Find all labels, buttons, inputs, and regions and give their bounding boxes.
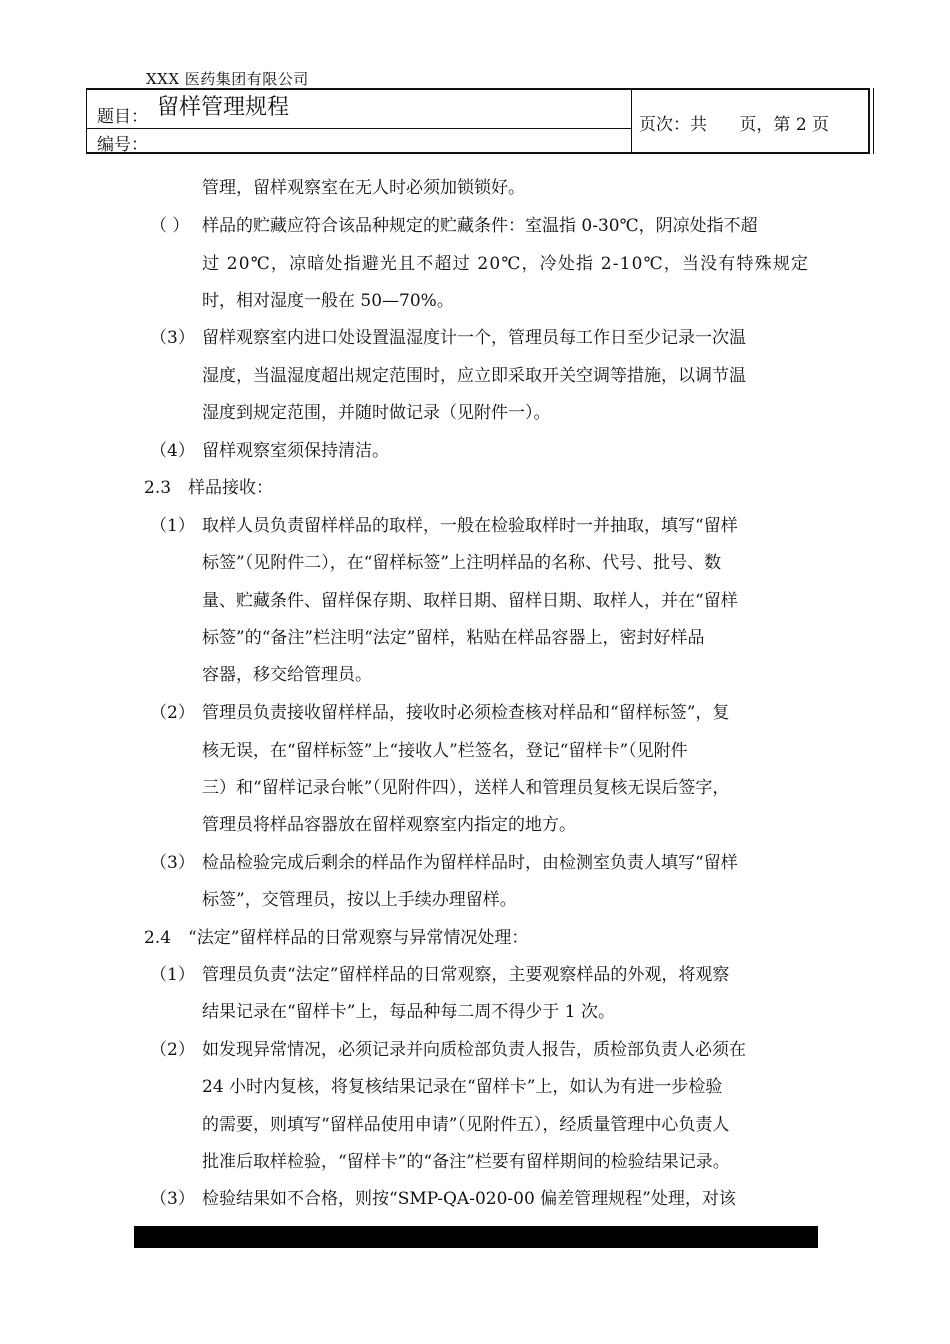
item-number: （1） xyxy=(150,965,195,985)
item-number: （2） xyxy=(150,703,195,723)
body-line: 如发现异常情况，必须记录并向质检部负责人报告，质检部负责人必须在 xyxy=(202,1040,746,1060)
item-number: （2） xyxy=(150,1040,195,1060)
item-number: （3） xyxy=(150,853,195,873)
body-line: 管理员负责“法定”留样样品的日常观察，主要观察样品的外观，将观察 xyxy=(202,965,730,985)
title-label: 题目： xyxy=(97,107,148,127)
item-number: （4） xyxy=(150,441,195,461)
body-line: 管理，留样观察室在无人时必须加锁锁好。 xyxy=(202,178,525,198)
section-number: 2.3 xyxy=(144,478,172,498)
item-number: （ ） xyxy=(150,216,190,236)
header-left xyxy=(87,90,632,155)
body-line: 三）和“留样记录台帐”（见附件四），送样人和管理员复核无误后签字， xyxy=(202,778,730,798)
body-line: 检验结果如不合格，则按“SMP-QA-020-00 偏差管理规程”处理，对该 xyxy=(202,1189,736,1209)
item-number: （1） xyxy=(150,516,195,536)
body-line: 湿度，当温湿度超出规定范围时，应立即采取开关空调等措施，以调节温 xyxy=(202,366,746,386)
body-line: 管理员负责接收留样样品，接收时必须检查核对样品和“留样标签”，复 xyxy=(202,703,730,723)
item-number: （3） xyxy=(150,328,195,348)
body-line: 批准后取样检验，“留样卡”的“备注”栏要有留样期间的检验结果记录。 xyxy=(202,1152,730,1172)
header-border-double xyxy=(869,88,874,154)
body-line: 取样人员负责留样样品的取样，一般在检验取样时一并抽取，填写“留样 xyxy=(202,516,738,536)
body-line: 标签”，交管理员，按以上手续办理留样。 xyxy=(202,890,517,910)
body-line: 管理员将样品容器放在留样观察室内指定的地方。 xyxy=(202,815,576,835)
body-line: 标签”（见附件二），在“留样标签”上注明样品的名称、代号、批号、数 xyxy=(202,553,722,573)
item-number: （3） xyxy=(150,1189,195,1209)
body-line: 量、贮藏条件、留样保存期、取样日期、留样日期、取样人，并在“留样 xyxy=(202,591,738,611)
body-line: 留样观察室须保持清洁。 xyxy=(202,441,389,461)
body-line: 24 小时内复核，将复核结果记录在“留样卡”上，如认为有进一步检验 xyxy=(202,1077,723,1097)
body-line: 湿度到规定范围，并随时做记录（见附件一）。 xyxy=(202,403,551,423)
body-line: 样品的贮藏应符合该品种规定的贮藏条件：室温指 0-30℃，阴凉处指不超 xyxy=(202,216,758,236)
body-line: 标签”的“备注”栏注明“法定”留样，粘贴在样品容器上，密封好样品 xyxy=(202,628,705,648)
body-line: 留样观察室内进口处设置温湿度计一个，管理员每工作日至少记录一次温 xyxy=(202,328,746,348)
page-info: 页次：共 页，第 2 页 xyxy=(639,115,830,135)
document-title: 留样管理规程 xyxy=(157,95,290,120)
company-name: XXX 医药集团有限公司 xyxy=(146,70,309,88)
footer-bar xyxy=(134,1226,818,1248)
body-line: 的需要，则填写“留样品使用申请”（见附件五），经质量管理中心负责人 xyxy=(202,1115,730,1135)
body-line: 结果记录在“留样卡”上，每品种每二周不得少于 1 次。 xyxy=(202,1002,616,1022)
document-header xyxy=(86,88,870,154)
section-number: 2.4 xyxy=(144,928,172,948)
body-line: 容器，移交给管理员。 xyxy=(202,665,372,685)
body-line: 核无误，在“留样标签”上“接收人”栏签名，登记“留样卡”（见附件 xyxy=(202,741,688,761)
body-line: 时，相对湿度一般在 50—70%。 xyxy=(202,291,454,311)
number-label: 编号： xyxy=(97,135,148,155)
header-title-row xyxy=(87,90,631,129)
section-heading: “法定”留样样品的日常观察与异常情况处理： xyxy=(188,928,529,948)
body-line: 过 20℃，凉暗处指避光且不超过 20℃，冷处指 2-10℃，当没有特殊规定 xyxy=(202,254,810,274)
header-number-row xyxy=(87,128,631,154)
body-line: 检品检验完成后剩余的样品作为留样样品时，由检测室负责人填写“留样 xyxy=(202,853,738,873)
section-heading: 样品接收： xyxy=(188,478,273,498)
